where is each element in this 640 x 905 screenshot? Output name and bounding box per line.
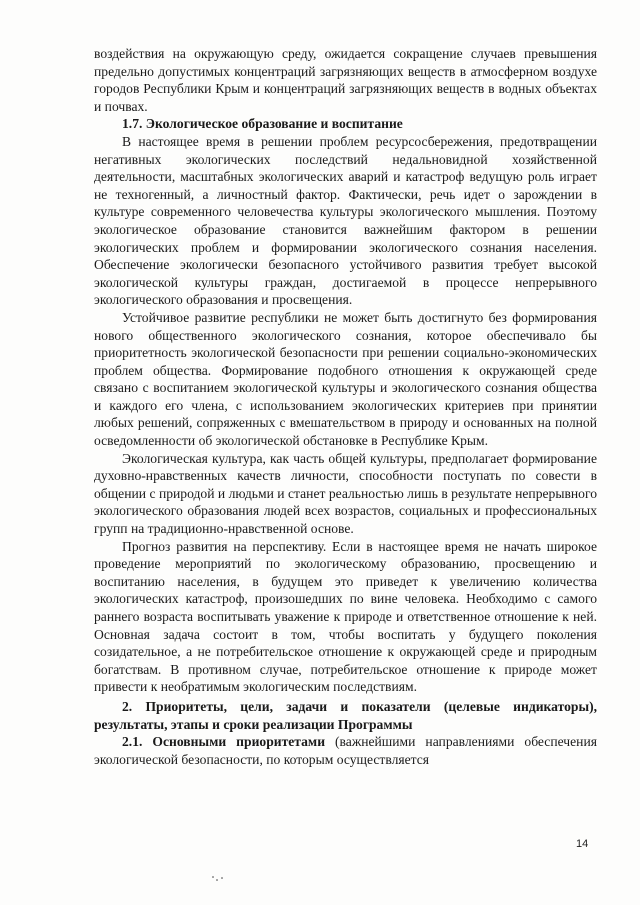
section-2-1-paragraph (94, 733, 597, 768)
page-number: 14 (576, 838, 589, 850)
paragraph: Устойчивое развитие республики не может быть достигнуто без формирования нового общественного экологического сознания, которое обеспечивало бы приоритетность экологической безопасности при решении социально-экономических проблем общества. Формирование подобного отношения к окружающей среде связано с воспитанием экологической культуры и экологического сознания общества и каждого его члена, с использованием экологических критериев при принятии любых решений, сопряженных с вмешательством в природу и основанных на полной осведомленности об экологической обстановке в Республике Крым. (94, 309, 597, 449)
intro-paragraph: воздействия на окружающую среду, ожидается сокращение случаев превышения предельно допустимых концентраций загрязняющих веществ в атмосферном воздухе городов Республики Крым и концентраций загрязняющих веществ в водных объектах и почвах. (94, 46, 597, 114)
section-2-1-text: (важнейшими направлениями обеспечения экологической безопасности, по которым осуществляется (94, 734, 597, 767)
section-1-7-heading: 1.7. Экологическое образование и воспитание (122, 116, 403, 132)
section-2-1-label: 2.1. Основными приоритетами (122, 734, 326, 750)
paragraph: Экологическая культура, как часть общей культуры, предполагает формирование духовно-нравственных качеств личности, способности поступать по совести в общении с природой и людьми и станет реальностью лишь в результате непрерывного экологического образования людей всех возрастов, социальных и профессиональных групп на традиционно-нравственной основе. (94, 450, 597, 537)
document-body (94, 45, 597, 768)
section-2-heading: 2. Приоритеты, цели, задачи и показатели (целевые индикаторы), результаты, этапы и сроки реализации Программы (94, 698, 597, 732)
paragraph: В настоящее время в решении проблем ресурсосбережения, предотвращении негативных экологических последствий недальновидной хозяйственной деятельности, масштабных экологических аварий и катастроф ведущую роль играет не техногенный, а личностный фактор. Фактически, речь идет о зарождении в культуре современного человечества культуры экологического мышления. Поэтому экологическое образование становится важнейшим фактором в решении экологических проблем и формировании экологического сознания населения. Обеспечение экологически безопасного устойчивого развития требует высокой экологической культуры граждан, достигаемой в процессе непрерывного экологического образования и просвещения. (94, 133, 597, 308)
scan-speck (212, 876, 224, 882)
paragraph: Прогноз развития на перспективу. Если в настоящее время не начать широкое проведение мероприятий по экологическому образованию, просвещению и воспитанию населения, в будущем это приведет к увеличению количества экологических катастроф, произошедших по вине человека. Необходимо с самого раннего возраста воспитывать уважение к природе и ответственное отношение к ней. Основная задача состоит в том, чтобы воспитать у будущего поколения созидательное, а не потребительское отношение к окружающей среде и природным богатствам. В противном случае, потребительское отношение к природе может привести к необратимым экологическим последствиям. (94, 538, 597, 695)
